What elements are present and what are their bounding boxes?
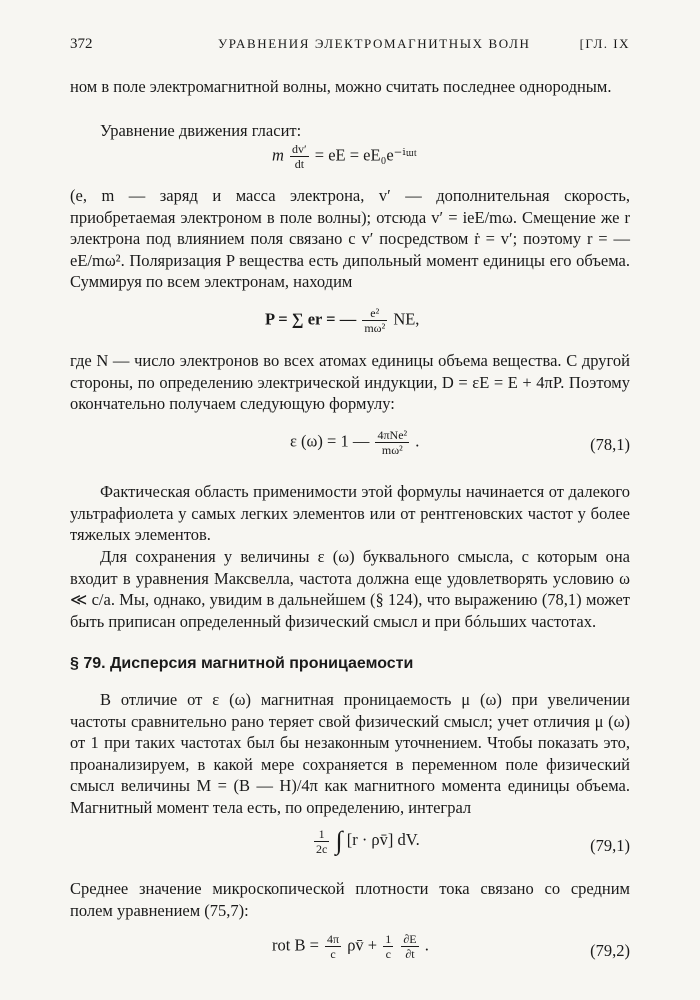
eq-791-integral: ∫ (335, 826, 343, 855)
paragraph-1: ном в поле электромагнитной волны, можно считать последнее однородным. (70, 77, 612, 96)
eq-781-rhs: . (415, 431, 420, 451)
equation-number-79-1: (79,1) (590, 836, 630, 855)
page-number: 372 (70, 36, 93, 52)
equation-number-79-2: (79,2) (590, 941, 630, 960)
eq-791-body: [r · ρv̄] dV. (346, 829, 420, 849)
eq-792-num1: 4π (327, 932, 340, 946)
paragraph-6: Для сохранения у величины ε (ω) буквального смысла, с которым она входит в уравнения Максвелла, частота должна еще удовлетворять условию ω ≪ c/a. Мы, однако, увидим в дальнейшем (§ 124), что выражению (78,1) может быть приписан определенный физический смысл и при бóльших частотах. (70, 547, 630, 631)
eq-792-den3: ∂t (405, 947, 415, 961)
paragraph-3: (e, m — заряд и масса электрона, v′ — дополнительная скорость, приобретаемая электроном в поле волны); отсюда v′ = ieE/mω. Смещение же r электрона под влиянием поля связано с v′ посредством ṙ = v′; поэтому r = — eE/mω². Поляризация P вещества есть дипольный момент единицы его объема. Суммируя по всем электронам, находим (70, 186, 630, 291)
eq-792-rhs: . (424, 935, 429, 955)
running-title: УРАВНЕНИЯ ЭЛЕКТРОМАГНИТНЫХ ВОЛН (218, 36, 531, 51)
eq-motion-m: m (272, 145, 284, 165)
eq-792-fraction-3 (401, 932, 418, 961)
eq-791-den: 2c (316, 841, 328, 856)
equation-motion (272, 142, 417, 171)
paragraph-5: Фактическая область применимости этой формулы начинается от далекого ультрафиолета у самых легких элементов или от рентгеновских частот у более тяжелых элементов. (70, 482, 630, 544)
eq-motion-fraction (290, 142, 309, 171)
eq-motion-num: dv′ (292, 142, 307, 156)
eq-781-num: 4πNe² (377, 428, 408, 442)
page-header (70, 36, 630, 60)
equation-polarization (265, 306, 419, 335)
eq-motion-den: dt (294, 157, 305, 171)
eq-792-num3: ∂E (403, 932, 417, 946)
eq-792-lhs: rot B = (272, 935, 319, 955)
paragraph-4: где N — число электронов во всех атомах единицы объема вещества. С другой стороны, по определению электрической индукции, D = εE = E + 4πP. Поэтому окончательно получаем следующую формулу: (70, 351, 630, 413)
paragraph-8: Среднее значение микроскопической плотности тока связано со средним полем уравнением (75,7): (70, 879, 630, 920)
eq-792-den2: c (385, 947, 391, 961)
eq-p-lhs: P = ∑ er = — (265, 309, 357, 329)
equation-78-1 (290, 428, 419, 457)
eq-792-fraction-1 (325, 932, 341, 961)
eq-792-den1: c (330, 947, 336, 961)
chapter-marker: [ГЛ. IX (579, 36, 630, 51)
eq-781-den: mω² (381, 443, 403, 457)
equation-79-2 (272, 932, 429, 961)
paragraph-7: В отличие от ε (ω) магнитная проницаемость μ (ω) при увеличении частоты сравнительно рано теряет свой физический смысл; учет отличия μ (ω) от 1 при таких частотах был бы незаконным уточнением. Чтобы показать это, проанализируем, в какой мере сохраняется в переменном поле физический смысл величины M = (B — H)/4π как магнитного момента единицы объема. Магнитный момент тела есть, по определению, интеграл (70, 690, 630, 817)
eq-792-num2: 1 (385, 932, 392, 946)
paragraph-2: Уравнение движения гласит: (100, 121, 302, 140)
eq-p-num: e² (362, 306, 387, 321)
eq-791-fraction (314, 827, 329, 856)
eq-792-fraction-2 (383, 932, 393, 961)
eq-p-den: mω² (364, 321, 386, 335)
section-title: § 79. Дисперсия магнитной проницаемости (70, 655, 414, 672)
eq-motion-rhs: = eE = eE₀e⁻ⁱᵚᵗ (314, 145, 417, 165)
eq-781-lhs: ε (ω) = 1 — (290, 431, 370, 451)
eq-p-rhs: NE, (393, 309, 420, 329)
equation-number-78-1: (78,1) (590, 435, 630, 454)
eq-791-num: 1 (314, 827, 329, 842)
eq-792-mid: ρv̄ + (347, 935, 378, 955)
equation-79-1 (312, 826, 420, 856)
eq-781-fraction (375, 428, 409, 457)
eq-p-fraction (362, 306, 387, 335)
